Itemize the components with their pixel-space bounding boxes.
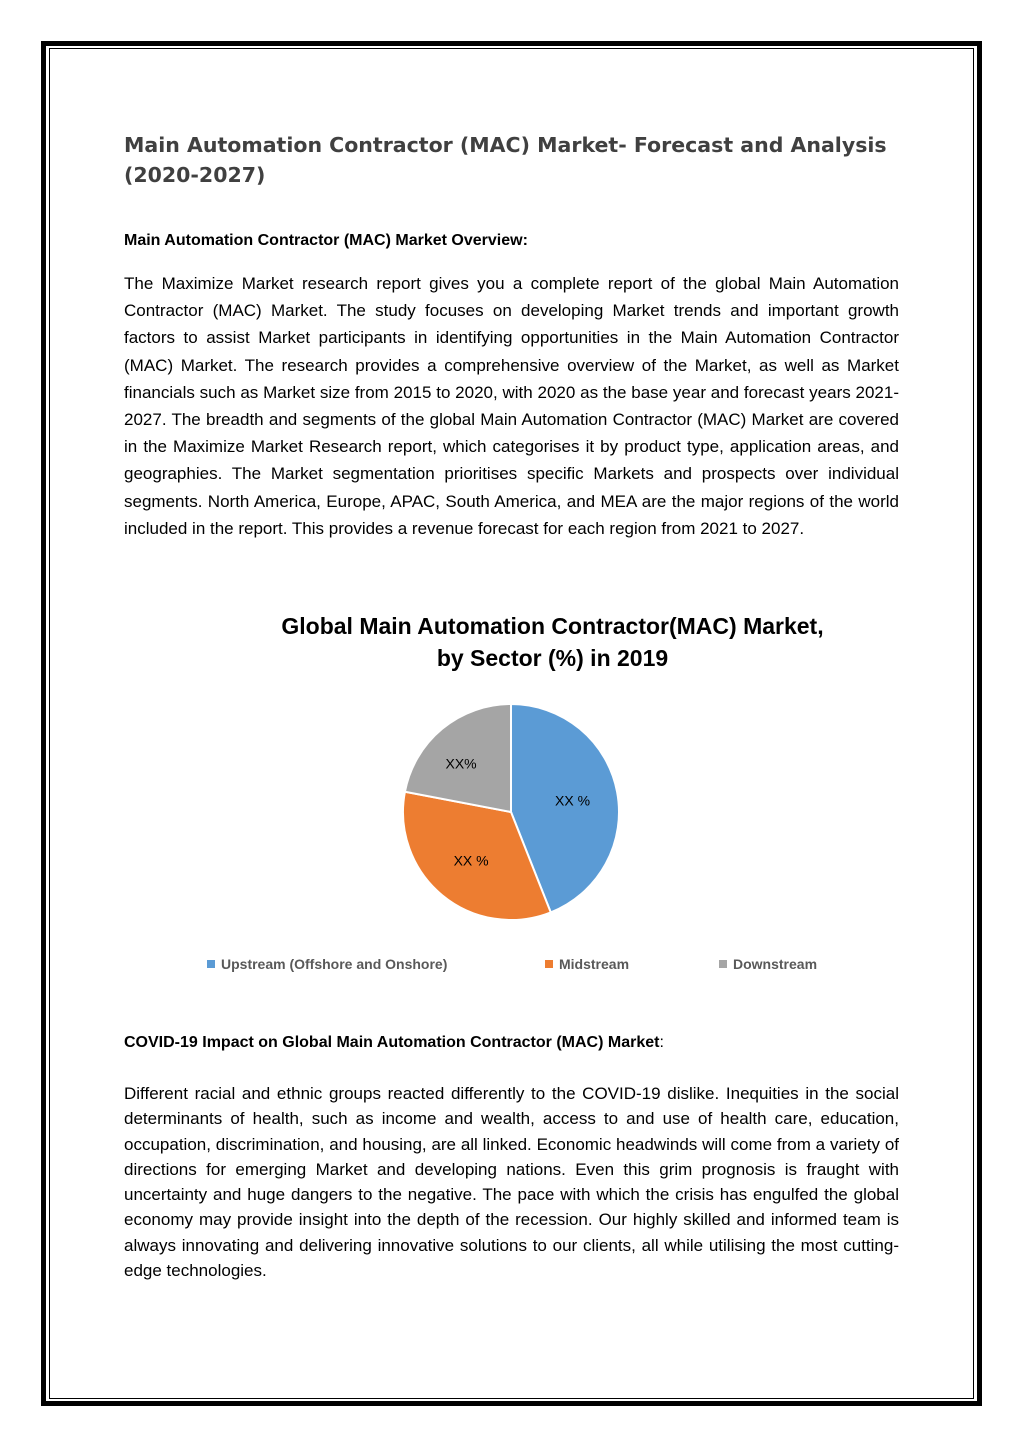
- covid-heading: [124, 1032, 664, 1054]
- overview-heading: Main Automation Contractor (MAC) Market Overview:: [124, 232, 528, 249]
- legend-swatch-3: [719, 960, 727, 968]
- pie-data-label-2: XX %: [453, 852, 489, 869]
- legend-label-1: Upstream (Offshore and Onshore): [221, 956, 448, 972]
- pie-data-label-1: XX %: [555, 792, 591, 809]
- chart-title-line-2: by Sector (%) in 2019: [436, 645, 669, 671]
- chart-legend: [207, 956, 847, 978]
- pie-data-label-3: XX%: [445, 755, 477, 772]
- pie-chart: [240, 690, 785, 940]
- covid-heading-text: COVID-19 Impact on Global Main Automation Contractor (MAC) Market: [124, 1034, 660, 1051]
- chart-title: [240, 610, 865, 674]
- document-title: Main Automation Contractor (MAC) Market- Forecast and Analysis (2020-2027): [124, 133, 887, 187]
- chart-title-line-1: Global Main Automation Contractor(MAC) Market,: [281, 613, 824, 639]
- legend-item-1: [207, 956, 447, 972]
- covid-paragraph: Different racial and ethnic groups reacted differently to the COVID-19 dislike. Inequities in the social determinants of health, such as income and wealth, access to and use of health care, education, occupation, discrimination, and housing, are all linked. Economic headwinds will come from a variety of directions for emerging Market and developing nations. Even this grim prognosis is fraught with uncertainty and huge dangers to the negative. The pace with which the crisis has engulfed the global economy may provide insight into the depth of the recession. Our highly skilled and informed team is always innovating and delivering innovative solutions to our clients, all while utilising the most cutting-edge technologies.: [124, 1084, 899, 1281]
- legend-item-2: [545, 956, 629, 972]
- legend-swatch-1: [207, 960, 215, 968]
- overview-paragraph: The Maximize Market research report gives you a complete report of the global Main Automation Contractor (MAC) Market. The study focuses on developing Market trends and important growth factors to assist Market participants in identifying opportunities in the Main Automation Contractor (MAC) Market. The research provides a comprehensive overview of the Market, as well as Market financials such as Market size from 2015 to 2020, with 2020 as the base year and forecast years 2021-2027. The breadth and segments of the global Main Automation Contractor (MAC) Market are covered in the Maximize Market Research report, which categorises it by product type, application areas, and geographies. The Market segmentation prioritises specific Markets and prospects over individual segments. North America, Europe, APAC, South America, and MEA are the major regions of the world included in the report. This provides a revenue forecast for each region from 2021 to 2027.: [124, 274, 899, 538]
- legend-swatch-2: [545, 960, 553, 968]
- covid-heading-colon: :: [659, 1034, 664, 1051]
- legend-item-3: [719, 956, 817, 972]
- legend-label-2: Midstream: [559, 956, 630, 972]
- legend-label-3: Downstream: [733, 956, 818, 972]
